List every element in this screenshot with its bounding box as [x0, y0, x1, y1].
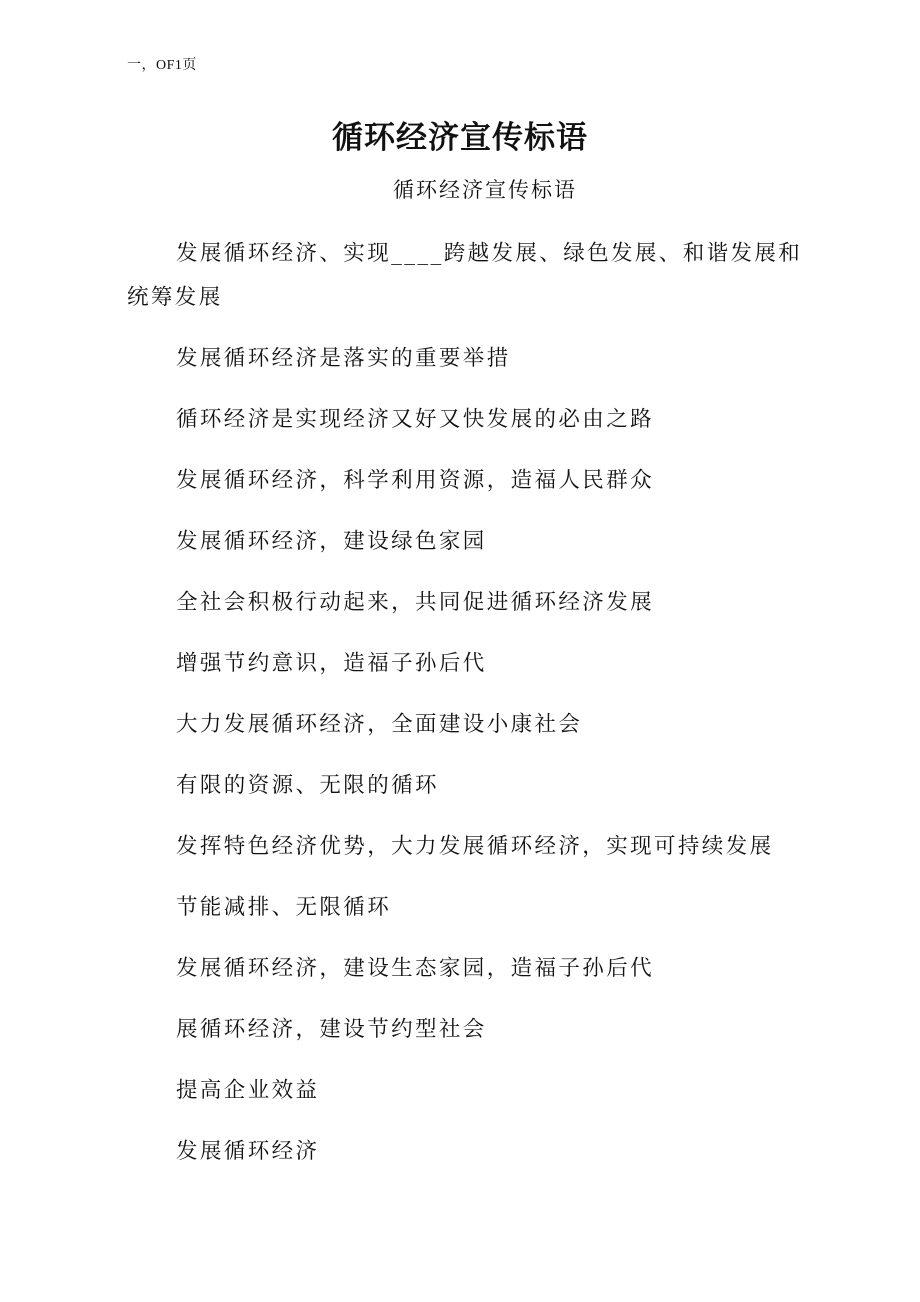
document-subtitle: 循环经济宣传标语 [393, 178, 577, 202]
page-header: 一，OF1页 [127, 58, 197, 73]
slogan-item: 发展循环经济，建设绿色家园 [176, 529, 487, 554]
slogan-item: 循环经济是实现经济又好又快发展的必由之路 [176, 407, 655, 432]
slogan-item: 发展循环经济是落实的重要举措 [176, 346, 511, 371]
slogan-item: 节能减排、无限循环 [176, 895, 392, 920]
document-title: 循环经济宣传标语 [332, 120, 588, 156]
slogan-item: 发展循环经济、实现____跨越发展、绿色发展、和谐发展和统筹发展 [127, 241, 803, 310]
slogan-item: 发展循环经济，建设生态家园，造福子孙后代 [176, 956, 655, 981]
slogan-item: 大力发展循环经济，全面建设小康社会 [176, 712, 583, 737]
slogan-item: 全社会积极行动起来，共同促进循环经济发展 [176, 590, 655, 615]
slogan-list [127, 232, 807, 1174]
slogan-item: 发展循环经济，科学利用资源，造福人民群众 [176, 468, 655, 493]
slogan-item: 增强节约意识，造福子孙后代 [176, 651, 487, 676]
slogan-item: 有限的资源、无限的循环 [176, 773, 439, 798]
slogan-item: 发展循环经济 [176, 1139, 320, 1164]
slogan-item: 展循环经济，建设节约型社会 [176, 1017, 487, 1042]
slogan-item: 发挥特色经济优势，大力发展循环经济，实现可持续发展 [176, 834, 774, 859]
slogan-item: 提高企业效益 [176, 1078, 320, 1103]
